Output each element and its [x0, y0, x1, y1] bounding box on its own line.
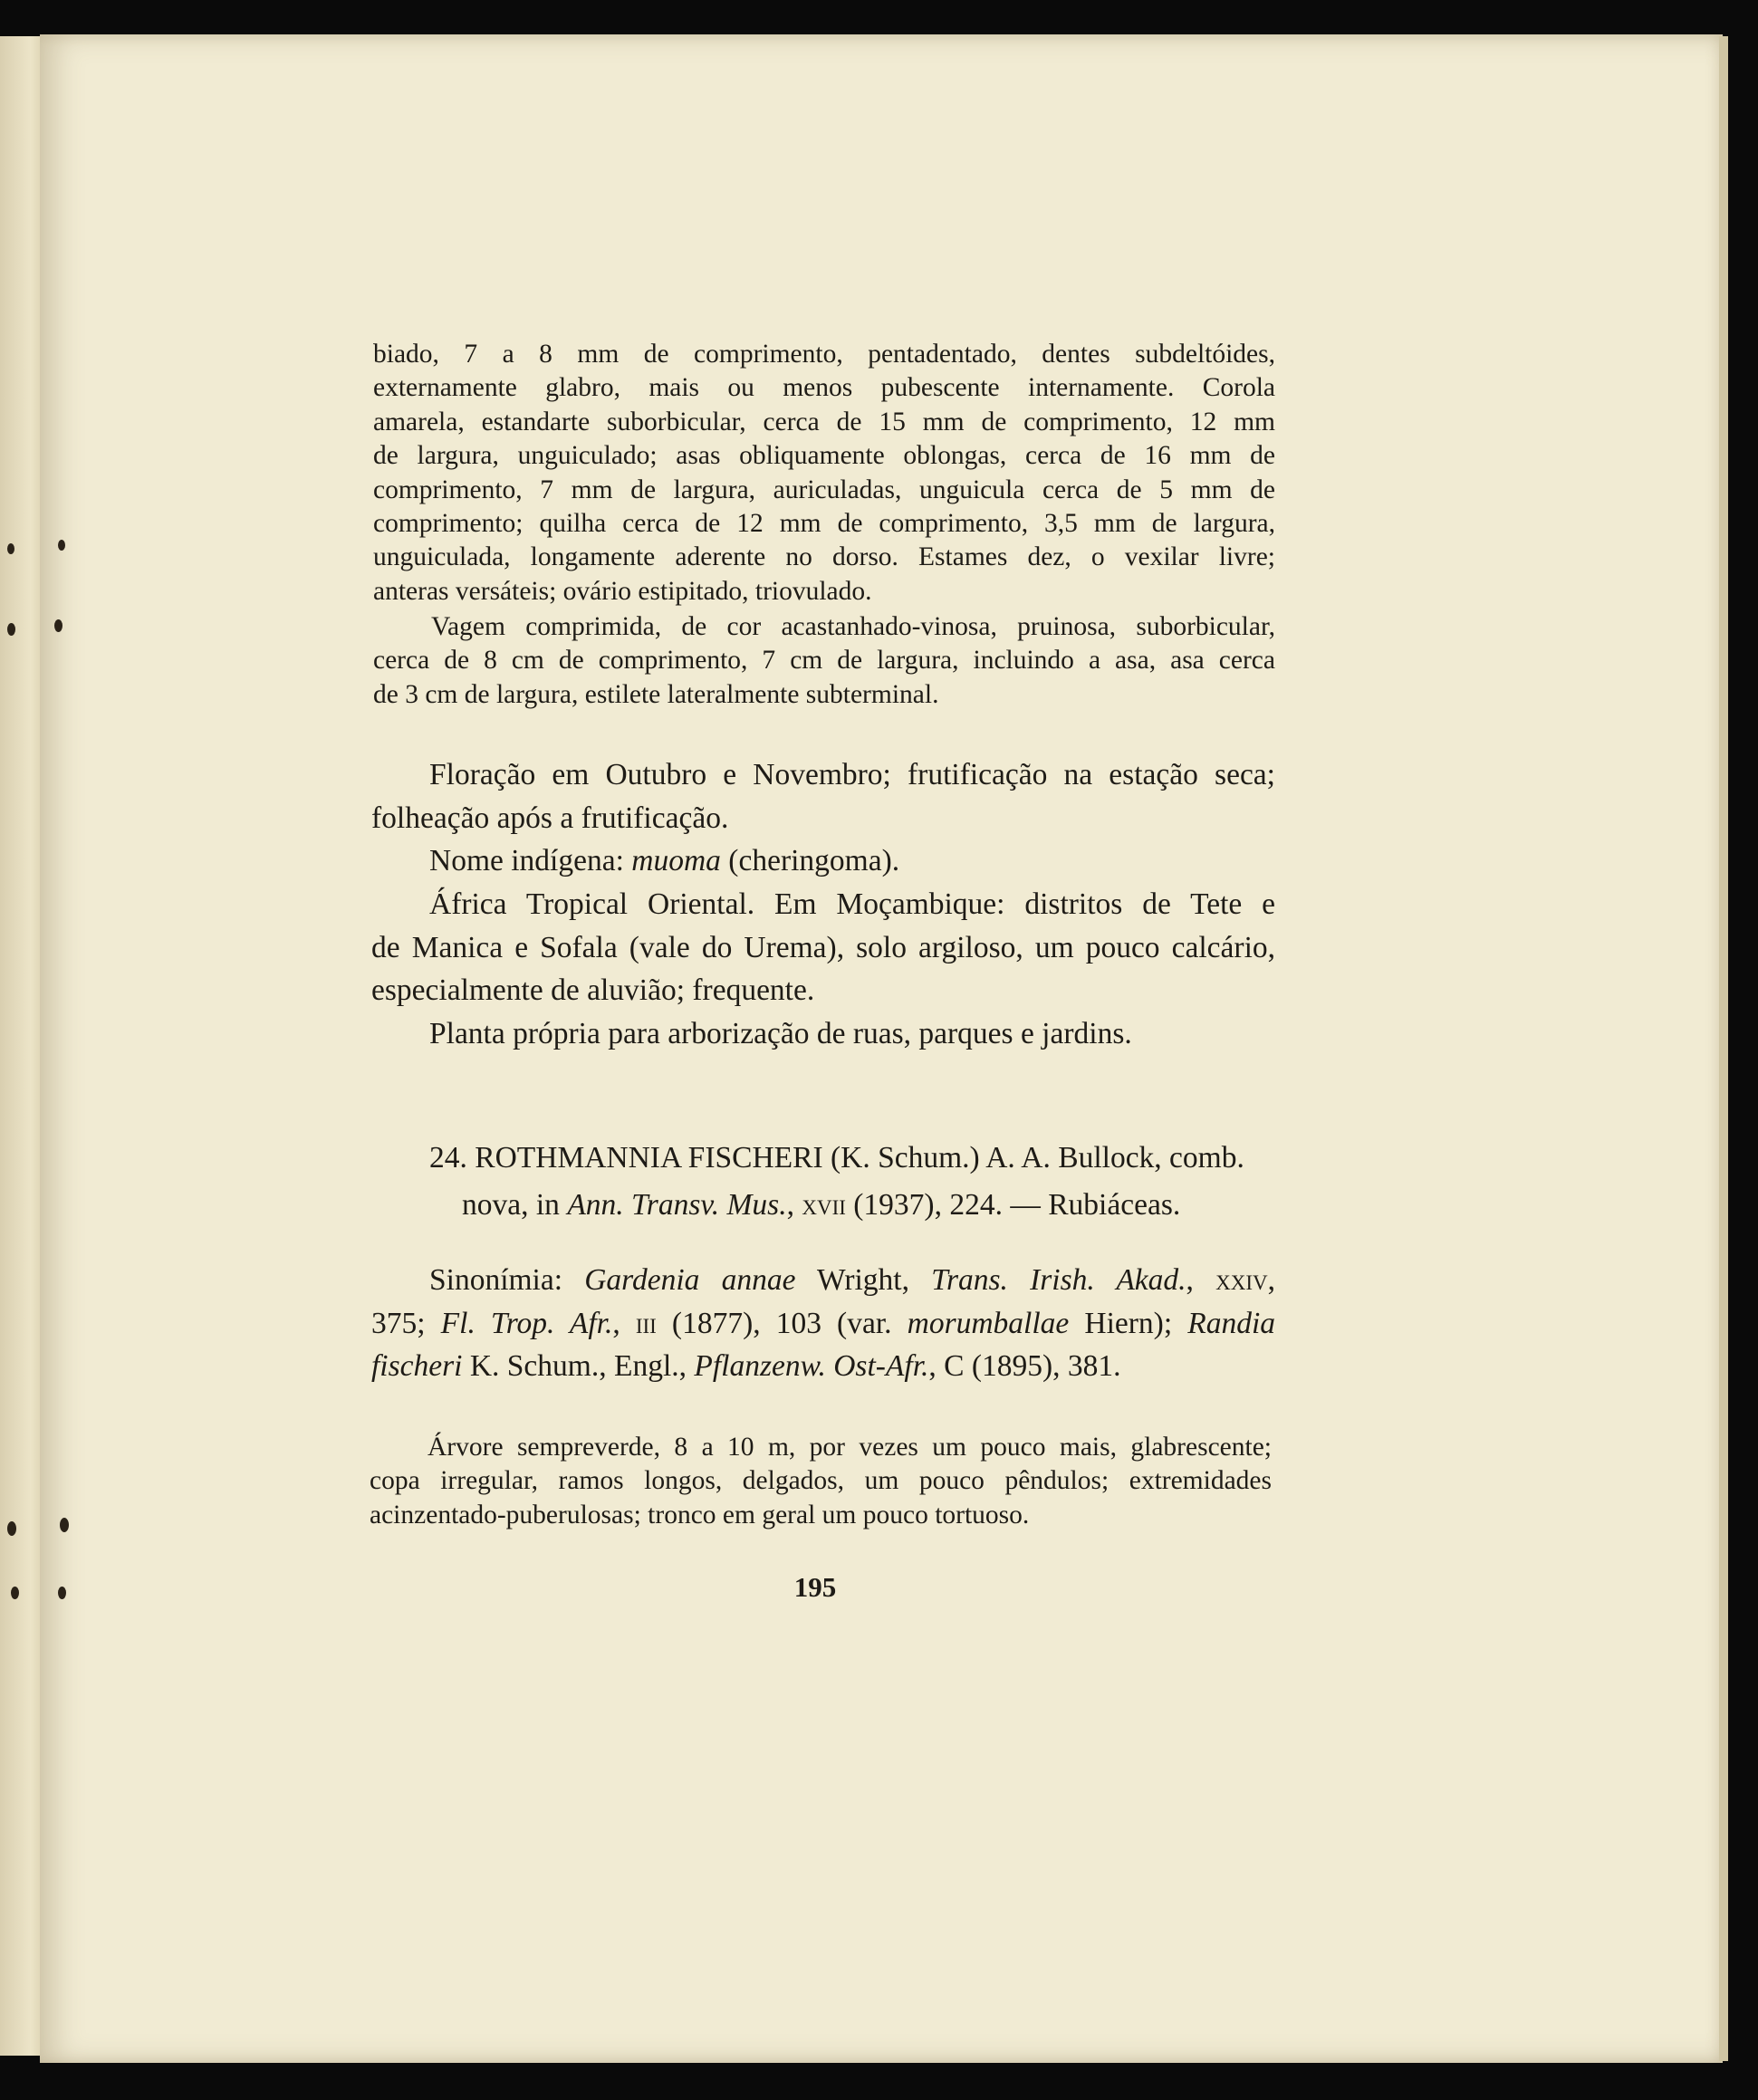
text-line: folheação após a frutificação.: [371, 801, 729, 835]
text-line: cerca de 8 cm de comprimento, 7 cm de largura, incluindo a asa, asa cerca: [373, 646, 1275, 676]
species-authors: (K. Schum.) A. A. Bullock, comb.: [822, 1141, 1244, 1175]
species-number: 24.: [429, 1141, 476, 1175]
binding-hole: [60, 1518, 69, 1532]
tree-description-paragraph: [370, 1431, 1272, 1532]
text-line: Vagem comprimida, de cor acastanhado-vinosa, pruinosa, suborbicular,: [431, 612, 1275, 641]
text-line: amarela, estandarte suborbicular, cerca de 15 mm de comprimento, 12 mm: [373, 407, 1275, 436]
binding-hole: [11, 1587, 19, 1599]
page-right-edge: [1719, 36, 1728, 2061]
binding-hole: [58, 1587, 66, 1599]
text-line: de largura, unguiculado; asas obliquamente oblongas, cerca de 16 mm de: [373, 441, 1275, 471]
synonymy-paragraph: Sinonímia: Gardenia annae Wright, Trans. Irish. Akad., xxiv, 375; Fl. Trop. Afr., iii (1877), 103 (var. morumballae Hiern); Randia fischeri K. Schum., Engl., Pflanzenw. Ost-Afr., C (1895), 381.: [371, 1263, 1276, 1384]
text-line: Planta própria para arborização de ruas, parques e jardins.: [429, 1017, 1132, 1050]
flower-description-paragraph: [373, 338, 1275, 609]
text-line: Floração em Outubro e Novembro; frutificação na estação seca;: [429, 758, 1275, 791]
binding-hole: [54, 619, 62, 632]
text-line: acinzentado-puberulosas; tronco em geral um pouco tortuoso.: [370, 1500, 1030, 1529]
text-line: biado, 7 a 8 mm de comprimento, pentadentado, dentes subdeltóides,: [373, 340, 1275, 369]
species-name: ROTHMANNIA FISCHERI: [475, 1141, 823, 1175]
binding-hole: [7, 623, 15, 636]
text-line: de Manica e Sofala (vale do Urema), solo argiloso, um pouco calcário,: [371, 930, 1275, 964]
text-line: externamente glabro, mais ou menos pubescente internamente. Corola: [373, 373, 1275, 403]
native-name-note: (cheringoma).: [720, 844, 900, 877]
native-name-paragraph: [371, 839, 1275, 883]
text-line: anteras versáteis; ovário estipitado, triovulado.: [373, 576, 872, 606]
native-name-label: Nome indígena:: [429, 844, 632, 877]
flowering-paragraph: [371, 753, 1275, 839]
text-line: de 3 cm de largura, estilete lateralmente subterminal.: [373, 679, 939, 709]
text-line: África Tropical Oriental. Em Moçambique: distritos de Tete e: [429, 887, 1275, 921]
text-line: copa irregular, ramos longos, delgados, um pouco pêndulos; extremidades: [370, 1466, 1272, 1496]
species-heading: 24. ROTHMANNIA FISCHERI (K. Schum.) A. A. Bullock, comb. nova, in Ann. Transv. Mus., xvii (1937), 224. — Rubiáceas.: [429, 1141, 1244, 1222]
text-line: comprimento; quilha cerca de 12 mm de comprimento, 3,5 mm de largura,: [373, 509, 1275, 539]
page-number: 195: [793, 1571, 837, 1603]
pod-description-paragraph: [373, 610, 1275, 712]
use-paragraph: [371, 1012, 1275, 1056]
binding-hole: [7, 1521, 16, 1536]
journal-name: Ann. Transv. Mus.: [567, 1188, 787, 1222]
text-line: Árvore sempreverde, 8 a 10 m, por vezes um pouco mais, glabrescente;: [427, 1433, 1272, 1462]
text-line: unguiculada, longamente aderente no dorso. Estames dez, o vexilar livre;: [373, 542, 1275, 572]
distribution-paragraph: [371, 883, 1275, 1012]
text-line: especialmente de aluvião; frequente.: [371, 973, 815, 1008]
text-line: comprimento, 7 mm de largura, auriculadas, unguicula cerca de 5 mm de: [373, 475, 1275, 504]
binding-hole: [7, 543, 14, 554]
native-name: muoma: [631, 844, 721, 877]
binding-hole: [58, 540, 65, 551]
